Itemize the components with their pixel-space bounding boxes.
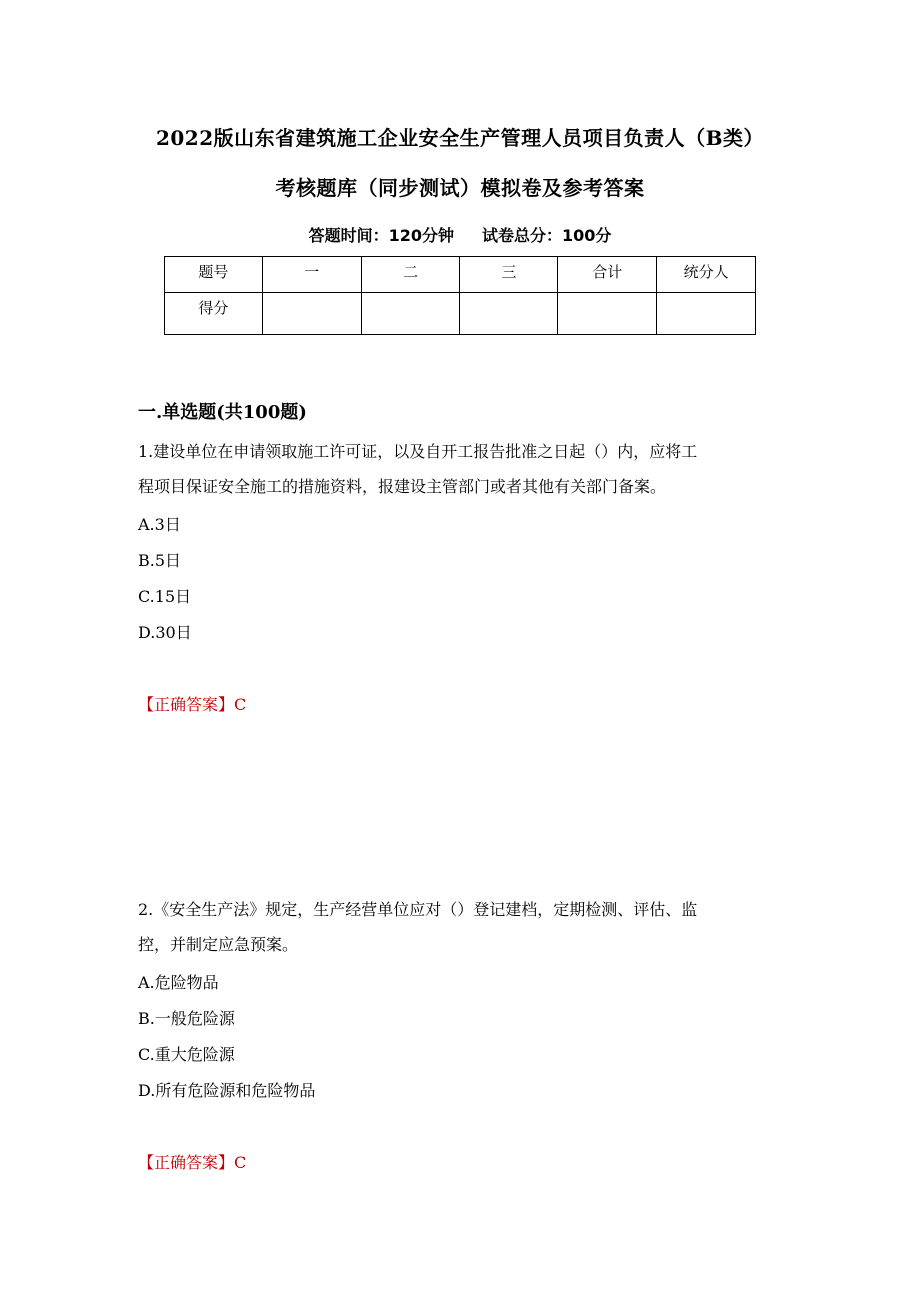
score-table-header-cell: 三 — [460, 257, 558, 293]
question-1-text — [138, 434, 697, 504]
section-heading: 一.单选题(共100题) — [138, 402, 307, 423]
question-2-line: 控，并制定应急预案。 — [138, 935, 299, 954]
question-1-answer — [138, 692, 246, 715]
score-table — [164, 256, 756, 335]
answer-value: C — [234, 695, 247, 714]
score-table-header-cell: 二 — [361, 257, 460, 293]
score-cell-total[interactable] — [558, 293, 657, 335]
score-cell-section-3[interactable] — [460, 293, 558, 335]
question-1-line: 程项目保证安全施工的措施资料，报建设主管部门或者其他有关部门备案。 — [138, 477, 667, 496]
page-title-line-2: 考核题库（同步测试）模拟卷及参考答案 — [275, 176, 645, 200]
question-1-option-c: C.15日 — [138, 587, 192, 606]
score-table-header-row — [165, 257, 756, 293]
question-2-option-c: C.重大危险源 — [138, 1045, 235, 1064]
exam-meta — [0, 223, 920, 246]
score-table-header-cell: 合计 — [558, 257, 657, 293]
question-2-option-b: B.一般危险源 — [138, 1009, 235, 1028]
answer-label: 【正确答案】 — [138, 695, 235, 714]
answer-label: 【正确答案】 — [138, 1153, 235, 1172]
question-2-option-a: A.危险物品 — [138, 973, 219, 992]
score-table-header-cell: 一 — [262, 257, 361, 293]
question-1-option-b: B.5日 — [138, 551, 182, 570]
score-cell-grader[interactable] — [657, 293, 756, 335]
score-cell-section-1[interactable] — [262, 293, 361, 335]
score-table-header-cell: 统分人 — [657, 257, 756, 293]
exam-time: 答题时间：120分钟 — [308, 226, 454, 245]
question-2-line: 2.《安全生产法》规定，生产经营单位应对（）登记建档，定期检测、评估、监 — [138, 900, 698, 919]
score-cell-section-2[interactable] — [361, 293, 460, 335]
score-table-score-row — [165, 293, 756, 335]
exam-total-score: 试卷总分：100分 — [482, 226, 612, 245]
score-table-header-cell: 题号 — [165, 257, 263, 293]
question-1-line: 1.建设单位在申请领取施工许可证，以及自开工报告批准之日起（）内，应将工 — [138, 442, 698, 461]
question-1-option-a: A.3日 — [138, 515, 181, 534]
page-title-line-1: 2022版山东省建筑施工企业安全生产管理人员项目负责人（B类） — [155, 126, 765, 150]
question-2-answer — [138, 1150, 246, 1173]
question-2-option-d: D.所有危险源和危险物品 — [138, 1081, 316, 1100]
question-2-text — [138, 892, 697, 962]
question-1-option-d: D.30日 — [138, 623, 192, 642]
score-table-row-label: 得分 — [165, 293, 263, 335]
answer-value: C — [234, 1153, 247, 1172]
